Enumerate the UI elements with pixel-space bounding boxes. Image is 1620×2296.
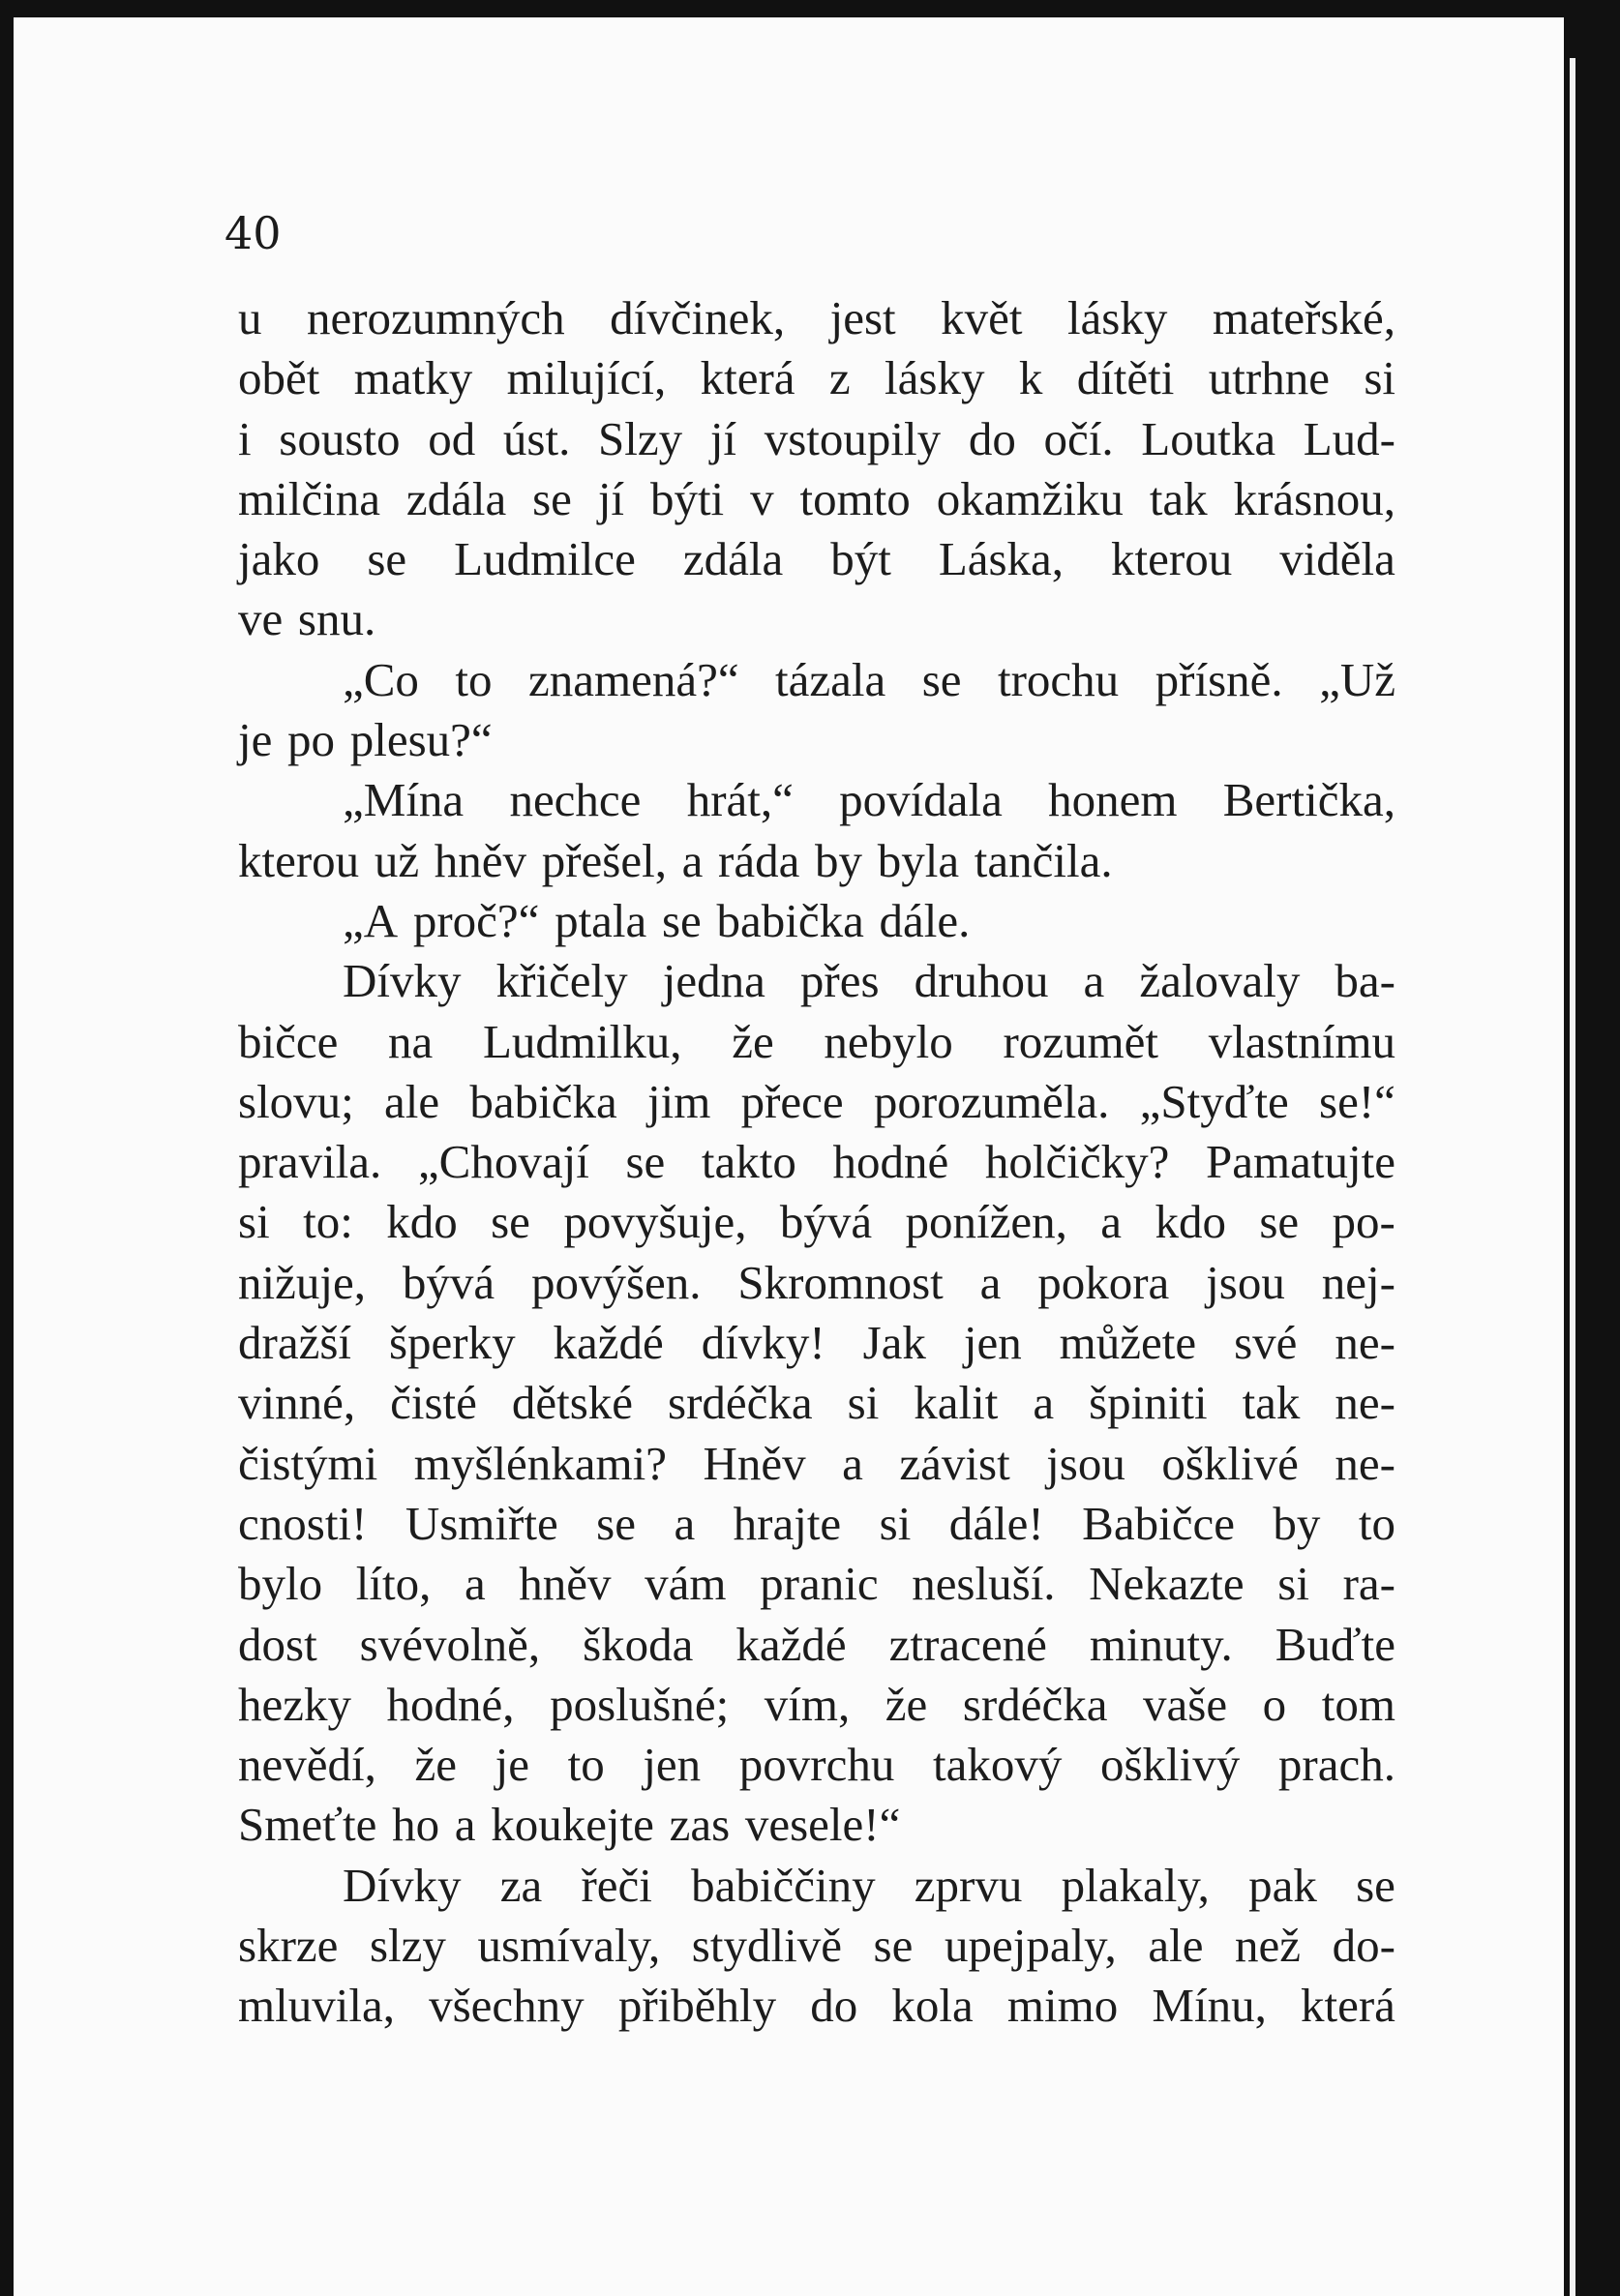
text-line: jako se Ludmilce zdála být Láska, kterou viděla — [238, 532, 1395, 586]
text-line: pravila. „Chovají se takto hodné holčičky? Pamatujte — [238, 1135, 1395, 1189]
body-text — [238, 288, 1395, 2037]
text-line: obět matky milující, která z lásky k dítěti utrhne si — [238, 351, 1395, 405]
text-line: i sousto od úst. Slzy jí vstoupily do očí. Loutka Lud- — [238, 411, 1395, 465]
page-number: 40 — [225, 207, 282, 259]
text-line: nižuje, bývá povýšen. Skromnost a pokora jsou nej- — [238, 1255, 1395, 1309]
text-line: vinné, čisté dětské srdéčka si kalit a špiniti tak ne- — [238, 1376, 1395, 1430]
text-line: slovu; ale babička jim přece porozuměla. „Styďte se!“ — [238, 1074, 1395, 1128]
text-line: Dívky za řeči babiččiny zprvu plakaly, pak se — [343, 1858, 1395, 1912]
text-line: dražší šperky každé dívky! Jak jen můžete své ne- — [238, 1316, 1395, 1370]
text-line: „A proč?“ ptala se babička dále. — [343, 893, 971, 947]
text-line: bylo líto, a hněv vám pranic nesluší. Nekazte si ra- — [238, 1557, 1395, 1611]
text-line: je po plesu?“ — [238, 713, 493, 767]
scan-border-left — [0, 0, 14, 2296]
text-line: mluvila, všechny přiběhly do kola mimo Mínu, která — [238, 1979, 1395, 2033]
text-line: milčina zdála se jí býti v tomto okamžiku tak krásnou, — [238, 471, 1395, 525]
text-line: cnosti! Usmiřte se a hrajte si dále! Babičce by to — [238, 1496, 1395, 1550]
text-line: hezky hodné, poslušné; vím, že srdéčka vaše o tom — [238, 1677, 1395, 1731]
text-line: Smeťte ho a koukejte zas vesele!“ — [238, 1798, 901, 1852]
text-line: „Co to znamená?“ tázala se trochu přísně. „Už — [343, 652, 1395, 706]
text-line: bičce na Ludmilku, že nebylo rozumět vlastnímu — [238, 1014, 1395, 1068]
text-line: skrze slzy usmívaly, stydlivě se upejpaly, ale než do- — [238, 1919, 1395, 1973]
text-line: Dívky křičely jedna přes druhou a žalovaly ba- — [343, 954, 1395, 1008]
text-line: dost svévolně, škoda každé ztracené minuty. Buďte — [238, 1617, 1395, 1671]
text-line: kterou už hněv přešel, a ráda by byla tančila. — [238, 833, 1113, 887]
text-line: si to: kdo se povyšuje, bývá ponížen, a kdo se po- — [238, 1195, 1395, 1249]
text-line: nevědí, že je to jen povrchu takový ošklivý prach. — [238, 1738, 1395, 1792]
text-line: u nerozumných dívčinek, jest květ lásky mateřské, — [238, 291, 1395, 344]
text-line: čistými myšlénkami? Hněv a závist jsou ošklivé ne- — [238, 1436, 1395, 1490]
text-line: „Mína nechce hrát,“ povídala honem Bertička, — [343, 773, 1395, 827]
scan-border-top — [0, 0, 1620, 17]
scan-page-edge — [1570, 58, 1575, 2296]
text-line: ve snu. — [238, 592, 376, 646]
